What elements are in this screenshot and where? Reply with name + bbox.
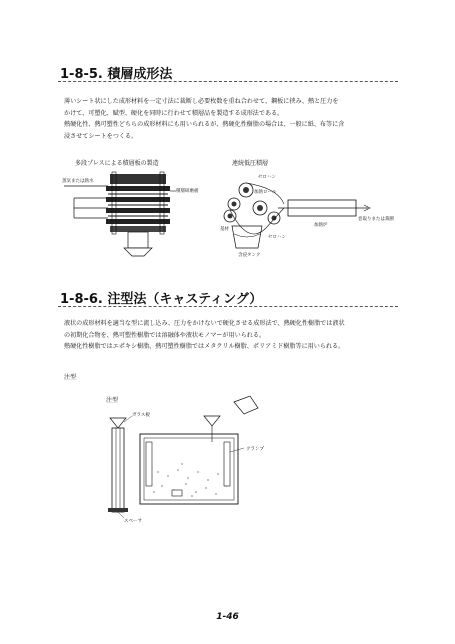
label-spacer: スペーサ [124, 519, 142, 524]
section-title-lamination: 1-8-5. 積層成形法 [60, 67, 173, 82]
figure-caption-continuous-lamination: 連続低圧積層 [232, 160, 269, 167]
text-line: 浸させてシートをつくる。 [64, 132, 138, 140]
label-base: 基材 [220, 227, 229, 232]
figure-caption-multistage-press: 多段プレスによる積層板の製造 [75, 160, 159, 167]
section-title-casting: 1-8-6. 注型法（キャスティング） [60, 292, 263, 307]
label-tank: 含浸タンク [238, 253, 261, 258]
text-line: 液状の成形材料を適当な型に流し込み、圧力をかけないで硬化させる成形法で、熱硬化性樹脂では液状 [64, 320, 345, 327]
figure-continuous-lamination [218, 168, 394, 260]
paragraph-lamination [64, 96, 396, 142]
figure-caption-casting: 注型 [64, 374, 77, 381]
figure-multistage-press [64, 168, 214, 260]
label-plate: 積層研磨板 [176, 189, 199, 194]
section-divider [58, 81, 398, 82]
figure-casting [98, 392, 298, 524]
text-line: 薄いシート状にした成形材料を一定寸法に裁断し必要枚数を重ね合わせて、鋼板に挟み、熱と圧力を [64, 98, 339, 105]
paragraph-casting [64, 318, 396, 353]
label-figure-title: 注型 [106, 397, 119, 404]
label-cellophane-bottom: セロハン [268, 235, 286, 240]
text-line: 熱硬化性、熱可塑性どちらの成形材料にも用いられるが、熱硬化性樹脂の場合は、一般に紙、布等に含 [64, 121, 345, 128]
text-line: 熱硬化性樹脂ではエポキシ樹脂、熱可塑性樹脂ではメタクリル樹脂、ポリアミド樹脂等に用いられる。 [64, 343, 345, 350]
text-line: の初期化合物を、熱可塑性樹脂では溶融体や液状モノマーが用いられる。 [64, 331, 266, 339]
label-glass-plate: ガラス板 [132, 413, 150, 418]
label-steam: 蒸気または熱水 [62, 179, 94, 184]
label-heat-roll: 加熱ロール [254, 190, 277, 195]
page-number: 1-46 [216, 612, 239, 622]
text-line: かけて、可塑化、賦型、硬化を同時に行わせて積層品を製造する成形法である。 [64, 109, 284, 117]
section-divider [58, 306, 398, 307]
label-heating: 加熱炉 [314, 223, 328, 228]
label-clamp: クランプ [246, 447, 264, 452]
label-cellophane-top: セロハン [258, 175, 276, 180]
label-cut: 巻取りまたは裁断 [358, 217, 394, 222]
